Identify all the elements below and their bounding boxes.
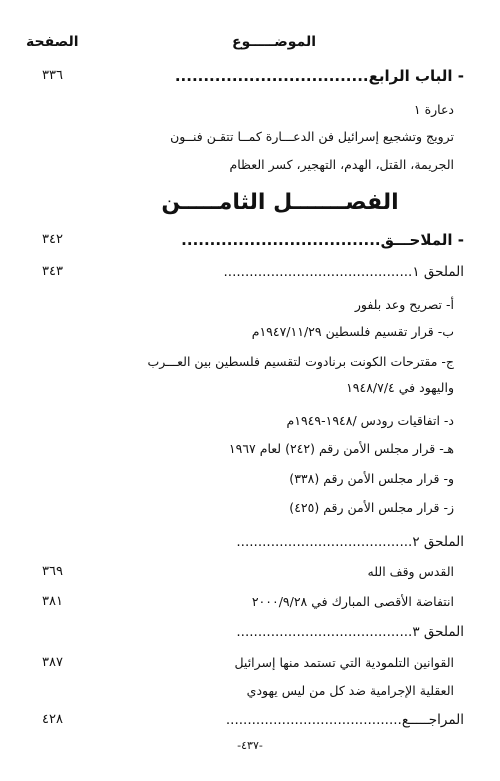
- toc-sub-criminal: العقلية الإجرامية ضد كل من ليس يهودي: [246, 683, 454, 698]
- toc-sub-quds: القدس وقف الله: [367, 564, 454, 579]
- toc-page-annex1: ٣٤٣: [42, 264, 63, 279]
- page-column-header: الصفحة: [26, 34, 79, 50]
- toc-page-talmud: ٣٨٧: [42, 655, 63, 670]
- topic-column-header: الموضـــــوع: [232, 34, 317, 50]
- toc-entry-part4: - الباب الرابع..................................: [174, 67, 464, 85]
- toc-sub-2: ترويج وتشجيع إسرائيل فن الدعـــارة كمــا تتقـن فنــون: [170, 129, 454, 144]
- toc-sub-intifada: انتفاضة الأقصى المبارك في ٢٠٠٠/٩/٢٨: [251, 594, 454, 609]
- toc-sub-d: د- اتفاقيات رودس /١٩٤٨-١٩٤٩م: [286, 413, 454, 428]
- toc-sub-a: أ- تصريح وعد بلفور: [354, 297, 454, 312]
- toc-entry-annex2: الملحق ٢.........................................: [236, 534, 464, 550]
- toc-sub-z: ز- قرار مجلس الأمن رقم (٤٢٥): [289, 500, 454, 515]
- page-number: -٤٣٧-: [237, 739, 263, 752]
- toc-page-intifada: ٣٨١: [42, 594, 63, 609]
- toc-sub-w: و- قرار مجلس الأمن رقم (٣٣٨): [289, 471, 454, 486]
- toc-sub-c1: ج- مقترحات الكونت برنادوت لتقسيم فلسطين بين العـــرب: [147, 354, 454, 369]
- toc-sub-c2: واليهود في ١٩٤٨/٧/٤: [346, 380, 454, 395]
- toc-page-part4: ٣٣٦: [42, 68, 63, 83]
- toc-sub-1: دعارة ١: [413, 102, 454, 117]
- toc-page-references: ٤٢٨: [42, 712, 63, 727]
- toc-sub-talmud: القوانين التلمودية التي تستمد منها إسرائيل: [234, 655, 454, 670]
- toc-entry-annex3: الملحق ٣.........................................: [236, 624, 464, 640]
- toc-entry-references: المراجـــــع.........................................: [225, 712, 464, 728]
- toc-sub-b: ب- قرار تقسيم فلسطين ١٩٤٧/١١/٢٩م: [251, 324, 454, 339]
- toc-entry-annex1: الملحق ١............................................: [223, 264, 464, 280]
- toc-entry-annexes: - الملاحـــق...................................: [181, 231, 464, 249]
- toc-sub-h: هـ- قرار مجلس الأمن رقم (٢٤٢) لعام ١٩٦٧: [228, 441, 454, 456]
- toc-page-quds: ٣٦٩: [42, 564, 63, 579]
- toc-sub-3: الجريمة، القتل، الهدم، التهجير، كسر العظام: [229, 157, 454, 172]
- chapter-title: الفصـــــــل الثامـــــن: [161, 190, 399, 215]
- toc-page-annexes: ٣٤٢: [42, 232, 63, 247]
